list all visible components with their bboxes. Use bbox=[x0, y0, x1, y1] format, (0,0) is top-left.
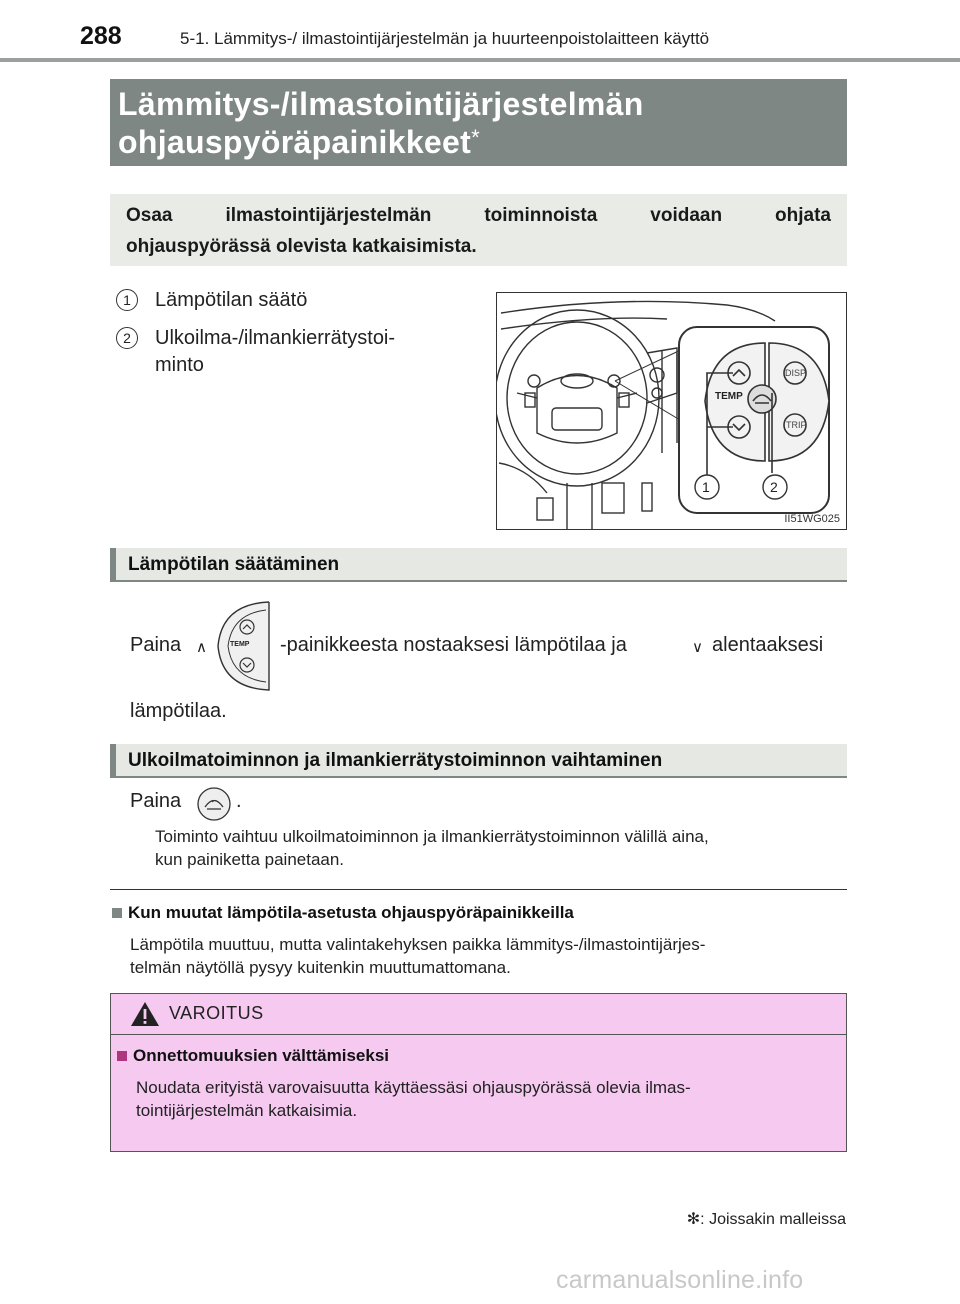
warning-box bbox=[110, 993, 847, 1152]
recirculation-button-icon bbox=[196, 786, 232, 822]
title-line-2-text: ohjauspyöräpainikkeet bbox=[118, 124, 472, 160]
temp-text-before: Paina bbox=[130, 634, 182, 656]
info-bullet-icon bbox=[112, 908, 122, 918]
warning-heading bbox=[117, 1046, 389, 1066]
intro-line-2: ohjauspyörässä olevista katkaisimista. bbox=[126, 236, 477, 257]
temp-icon-label: TEMP bbox=[230, 641, 250, 648]
temp-text-after: alentaaksesi bbox=[712, 634, 824, 656]
steering-wheel-figure bbox=[496, 292, 847, 530]
warning-line-1: Noudata erityistä varovaisuutta käyttäessäsi ohjauspyörässä olevia ilmas- bbox=[136, 1078, 691, 1097]
air-note-line-2: kun painiketta painetaan. bbox=[155, 850, 345, 869]
warning-triangle-svg bbox=[129, 1000, 161, 1028]
info-heading-text: Kun muutat lämpötila-asetusta ohjauspyöräpainikkeilla bbox=[128, 903, 574, 922]
temp-text-line-2: lämpötilaa. bbox=[130, 700, 227, 722]
list-number-2: 2 bbox=[116, 327, 138, 349]
watermark: carmanualsonline.info bbox=[556, 1266, 804, 1294]
info-heading bbox=[112, 903, 574, 923]
air-text-after: . bbox=[236, 790, 242, 812]
page-number: 288 bbox=[80, 22, 122, 50]
steering-wheel-illustration bbox=[497, 293, 847, 530]
warning-line-2: tointijärjestelmän katkaisimia. bbox=[136, 1101, 358, 1120]
warning-header bbox=[111, 994, 846, 1035]
footnote-symbol: ✻ bbox=[686, 1211, 701, 1228]
divider-rule bbox=[110, 889, 847, 890]
callout-1: 1 bbox=[702, 479, 710, 495]
running-head: 5-1. Lämmitys-/ ilmastointijärjestelmän ja huurteenpoistolaitteen käyttö bbox=[180, 29, 710, 48]
section-heading-temperature: Lämpötilan säätäminen bbox=[110, 548, 847, 582]
inset-temp-label: TEMP bbox=[715, 391, 743, 402]
footnote-text: : Joissakin malleissa bbox=[700, 1211, 846, 1228]
warning-heading-text: Onnettomuuksien välttämiseksi bbox=[133, 1046, 390, 1065]
recirculation-icon bbox=[196, 786, 232, 822]
info-line-1: Lämpötila muuttuu, mutta valintakehyksen paikka lämmitys-/ilmastointijärjes- bbox=[130, 935, 706, 954]
section-heading-air-mode: Ulkoilmatoiminnon ja ilmankierrätystoiminnon vaihtaminen bbox=[110, 744, 847, 778]
air-text-before: Paina bbox=[130, 790, 182, 812]
inset-trip-label: TRIP bbox=[786, 420, 807, 430]
title-line-2 bbox=[118, 123, 839, 161]
temp-text-middle: -painikkeesta nostaaksesi lämpötilaa ja bbox=[280, 634, 627, 656]
title-line-1: Lämmitys-/ilmastointijärjestelmän bbox=[118, 86, 644, 122]
info-line-2: telmän näytöllä pysyy kuitenkin muuttumattomana. bbox=[130, 958, 511, 977]
warning-body bbox=[111, 1035, 846, 1151]
footnote bbox=[687, 1209, 846, 1229]
title-asterisk: * bbox=[471, 125, 480, 150]
down-symbol: ∨ bbox=[692, 639, 703, 656]
inset-disp-label: DISP bbox=[785, 368, 807, 378]
intro-line-1: Osaa ilmastointijärjestelmän toiminnoista voidaan ohjata bbox=[126, 205, 831, 226]
page-title bbox=[110, 79, 847, 166]
callout-2: 2 bbox=[770, 479, 778, 495]
header-rule bbox=[0, 58, 960, 62]
list-number-1: 1 bbox=[116, 289, 138, 311]
warning-triangle-icon bbox=[129, 1000, 161, 1028]
figure-code: II51WG025 bbox=[784, 513, 840, 525]
list-item-2-line-2: minto bbox=[155, 354, 204, 376]
warning-bullet-icon bbox=[117, 1051, 127, 1061]
up-symbol: ∧ bbox=[196, 639, 207, 656]
temp-button-icon bbox=[214, 600, 276, 692]
warning-label: VAROITUS bbox=[169, 1003, 264, 1023]
air-note-line-1: Toiminto vaihtuu ulkoilmatoiminnon ja ilmankierrätystoiminnon välillä aina, bbox=[155, 827, 709, 846]
intro-box bbox=[110, 194, 847, 266]
list-item-1-text: Lämpötilan säätö bbox=[155, 289, 308, 311]
list-item-2-line-1: Ulkoilma-/ilmankierrätystoi- bbox=[155, 327, 396, 349]
